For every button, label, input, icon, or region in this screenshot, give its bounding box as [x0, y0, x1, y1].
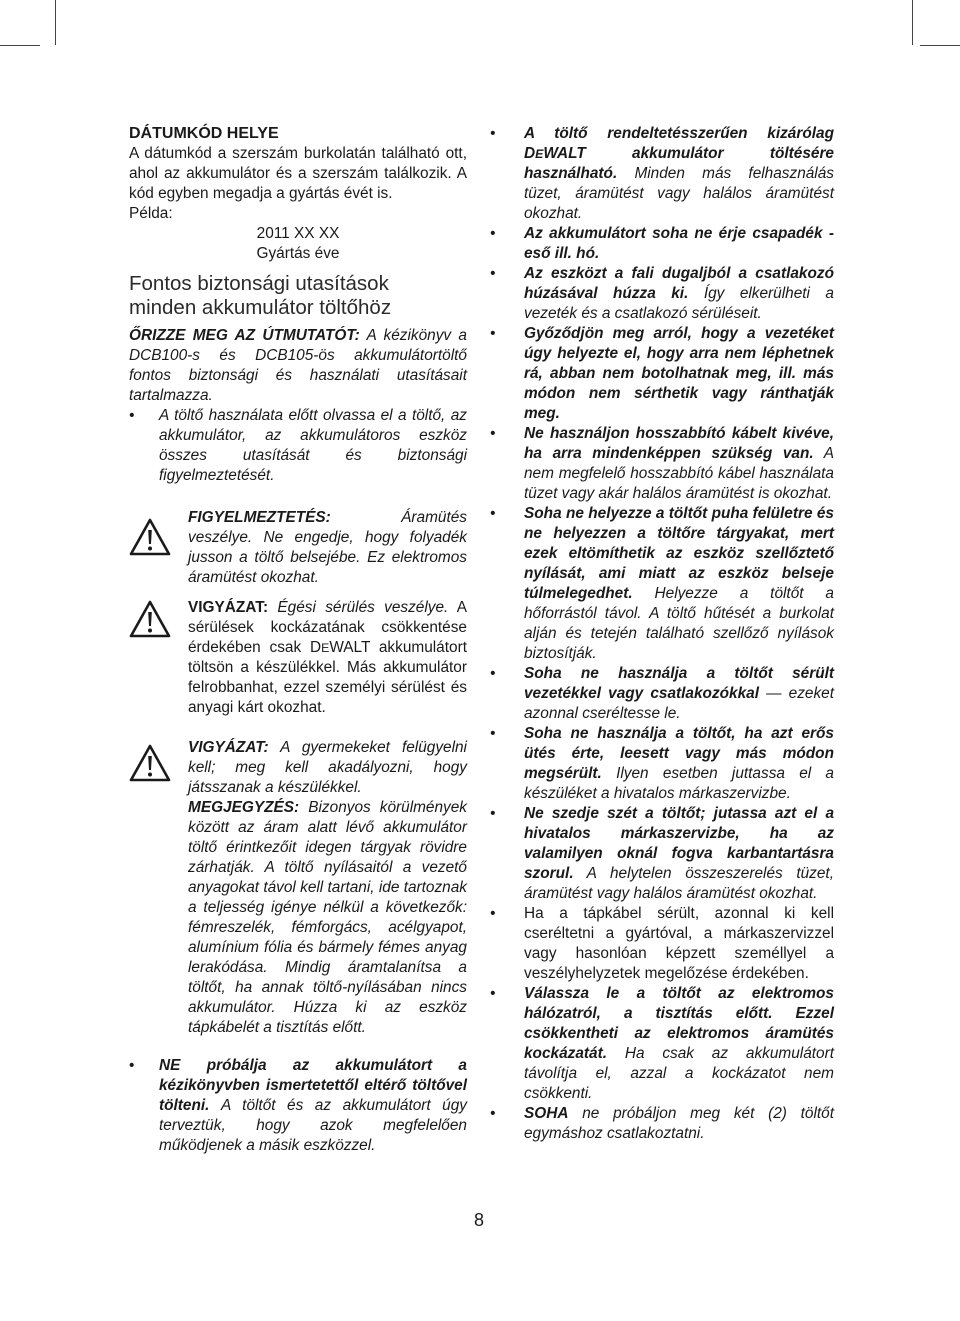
- bullet-dot: •: [490, 265, 496, 282]
- caution-text-b: WALT akkumulátort töltsön a készülékkel. Más akkumulátor felrobbanhat, ezzel személyi sérülést és anyagi kárt okozhat.: [188, 639, 467, 716]
- note-text: Bizonyos körülmények között az áram alatt lévő akkumulátor töltő érintkezőit idegen tárgyak rövidre zárhatják. A töltő nyílásaitól a vezető anyagokat távol kell tartani, ide tartoznak a teljesség igénye nélkül a következők: fémreszelék, fémforgács, acélgyapot, alumínium fólia és bármely fémes anyag lerakódása. Mindig áramtalanítsa a töltőt, ha annak töltő-nyílásában nincs akkumulátor. Húzza ki az eszköz tápkábelét a tisztítás előtt.: [188, 799, 467, 1036]
- right-bullet-bold: Soha ne használja a töltőt sérült vezetékkel vagy csatlakozókkal: [524, 665, 834, 702]
- brand-small-e: E: [321, 641, 330, 655]
- right-bullet: [490, 724, 834, 804]
- keep-manual-text: A kézikönyv a DCB100-s és DCB105-ös akkumulátortöltő fontos biztonsági és használati utasításait tartalmazza.: [129, 327, 467, 404]
- right-bullet: [490, 264, 834, 324]
- warning-burn: [129, 598, 467, 718]
- right-bullet-rest: Ha a tápkábel sérült, azonnal ki kell cseréltetni a gyártóval, a márkaszervizzel vagy hasonlóan képzett személlyel a veszélyhelyzetek megelőzése érdekében.: [524, 905, 834, 982]
- warning-triangle-icon: [129, 518, 171, 556]
- right-bullet-bold: SOHA: [524, 1105, 569, 1122]
- note-label: MEGJEGYZÉS:: [188, 799, 300, 816]
- right-bullet-bold: Ne használjon hosszabbító kábelt kivéve, ha arra mindenképpen szükség van.: [524, 425, 834, 462]
- safety-title: [129, 272, 467, 320]
- right-bullet-bold-2: WALT akkumulátor töltésére használható.: [524, 145, 834, 182]
- bullet-dot: •: [490, 905, 496, 922]
- bullet-dot: •: [490, 125, 496, 142]
- bullet-dot: •: [490, 225, 496, 242]
- crop-mark-tl-v: [55, 0, 56, 45]
- keep-manual-paragraph: [129, 326, 467, 406]
- right-bullet: [490, 504, 834, 664]
- right-bullet: [490, 1104, 834, 1144]
- bullet-dot: •: [490, 505, 496, 522]
- caution-text: A gyermekeket felügyelni kell; meg kell akadályozni, hogy játsszanak a készülékkel.: [188, 739, 467, 796]
- right-bullet-bold: Soha ne használja a töltőt, ha azt erős ütés érte, leesett vagy más módon megsérült.: [524, 725, 834, 782]
- note-paragraph: [188, 798, 467, 1038]
- right-bullet-bold: Az eszközt a fali dugaljból a csatlakozó húzásával húzza ki.: [524, 265, 834, 302]
- keep-manual-label: ŐRIZZE MEG AZ ÚTMUTATÓT:: [129, 327, 360, 344]
- right-bullet-bold: A töltő rendeltetésszerűen kizárólag D: [524, 125, 834, 162]
- right-bullet: [490, 224, 834, 264]
- other-charger-bold: NE próbálja az akkumulátort a kézikönyvben ismertetettől eltérő töltővel tölteni.: [159, 1057, 467, 1114]
- right-column: [490, 124, 834, 1144]
- right-bullet: [490, 904, 834, 984]
- bullet-dot: •: [129, 1057, 135, 1074]
- warning-electric-shock-text: [188, 508, 467, 588]
- crop-mark-tl-h: [0, 45, 40, 46]
- warning-label: FIGYELMEZTETÉS:: [188, 509, 331, 526]
- left-column: [129, 124, 467, 1156]
- page-number: 8: [474, 1210, 485, 1230]
- right-bullet-rest: A nem megfelelő hosszabbító kábel használata tüzet vagy akár halálos áramütést is okozhat.: [524, 445, 834, 502]
- bullet-dot: •: [490, 725, 496, 742]
- bullet-dot: •: [490, 425, 496, 442]
- warning-children-text: [188, 738, 467, 798]
- right-bullet: [490, 804, 834, 904]
- other-charger-text: [159, 1056, 467, 1156]
- right-bullet-rest: — ezeket azonnal cseréltesse le.: [524, 685, 835, 722]
- date-code-example-label: Példa:: [129, 205, 173, 222]
- caution-label: VIGYÁZAT:: [188, 739, 269, 756]
- date-code-example-code: 2011 XX XX: [256, 225, 340, 242]
- bullet-dot: •: [490, 665, 496, 682]
- bullet-dot: •: [490, 1105, 496, 1122]
- other-charger-rest: A töltőt és az akkumulátort úgy terveztük, hogy azok megfelelően működjenek a másik eszközzel.: [159, 1097, 467, 1154]
- warning-burn-text: [188, 598, 467, 718]
- date-code-heading: DÁTUMKÓD HELYE: [129, 125, 279, 142]
- caution-text-a: A sérülések kockázatának csökkentése érdekében csak D: [188, 599, 467, 656]
- warning-electric-shock: [129, 508, 467, 588]
- right-bullet-rest: ne próbáljon meg két (2) töltőt egymáshoz csatlakoztatni.: [524, 1105, 835, 1142]
- date-code-body: A dátumkód a szerszám burkolatán található ott, ahol az akkumulátor és a szerszám találkozik. A kód egyben megadja a gyártás évét is.: [129, 145, 467, 202]
- read-instructions-text: A töltő használata előtt olvassa el a töltő, az akkumulátor, az akkumulátoros eszköz összes utasítását és biztonsági figyelmeztetését.: [159, 407, 467, 484]
- caution-label: VIGYÁZAT:: [188, 599, 269, 616]
- other-charger-bullet: [129, 1056, 467, 1156]
- crop-mark-tr-v: [912, 0, 913, 45]
- right-bullet-rest: Ha csak az akkumulátort távolítja el, azzal a kockázatot nem csökkenti.: [524, 1045, 835, 1102]
- bullet-dot: •: [490, 805, 496, 822]
- right-bullet-bold: Az akkumulátort soha ne érje csapadék - eső ill. hó.: [524, 225, 834, 262]
- warning-triangle-icon: [129, 744, 171, 782]
- crop-mark-tr-h: [920, 45, 960, 46]
- right-bullet-rest: Ilyen esetben juttassa el a készüléket a hivatalos márkaszervizbe.: [524, 765, 834, 802]
- right-bullet: [490, 124, 834, 224]
- right-bullet-bold: Ne szedje szét a töltőt; jutassa azt el a hivatalos márkaszervizbe, ha az valamilyen oknál fogva karbantartásra szorul.: [524, 805, 834, 882]
- right-bullet: [490, 984, 834, 1104]
- right-bullet-bold: Soha ne helyezze a töltőt puha felületre és ne helyezzen a töltőre tárgyakat, mert ezek eltömíthetik az eszköz szellőztető nyílását, ami miatt az eszköz belseje túlmelegedhet.: [524, 505, 834, 602]
- right-bullet: [490, 664, 834, 724]
- right-bullet-rest: A helytelen összeszerelés tüzet, áramütést vagy halálos áramütést okozhat.: [524, 865, 834, 902]
- right-bullet: [490, 424, 834, 504]
- safety-title-line1: Fontos biztonsági utasítások: [129, 272, 389, 295]
- right-bullet: [490, 324, 834, 424]
- read-instructions-bullet: [129, 406, 467, 486]
- right-bullet-rest: Minden más felhasználás tüzet, áramütést vagy halálos áramütést okozhat.: [524, 165, 834, 222]
- safety-title-line2: minden akkumulátor töltőhöz: [129, 296, 392, 319]
- caution-italic-text: Égési sérülés veszélye.: [277, 599, 449, 616]
- date-code-example-caption: Gyártás éve: [256, 245, 340, 262]
- bullet-dot: •: [490, 325, 496, 342]
- right-bullet-rest: Így elkerülheti a vezeték és a csatlakozó sérüléseit.: [524, 285, 834, 322]
- warning-children: [129, 738, 467, 1038]
- right-bullet-rest: Helyezze a töltőt a hőforrástól távol. A töltő hűtését a burkolat alján és tetején található szellőző nyílások biztosítják.: [524, 585, 834, 662]
- bullet-dot: •: [129, 407, 135, 424]
- bullet-dot: •: [490, 985, 496, 1002]
- right-bullet-bold: Győződjön meg arról, hogy a vezetéket úgy helyezte el, hogy arra nem léphetnek rá, abban nem botolhatnak meg, ill. más módon nem sérthetik vagy ránthatják meg.: [524, 325, 834, 422]
- warning-text: Áramütés veszélye. Ne engedje, hogy folyadék jusson a töltő belsejébe. Ez elektromos áramütést okozhat.: [188, 509, 467, 586]
- right-bullet-bold: Válassza le a töltőt az elektromos hálózatról, a tisztítás előtt. Ezzel csökkentheti az elektromos áramütés kockázatát.: [524, 985, 834, 1062]
- brand-small-e: E: [535, 147, 544, 161]
- warning-triangle-icon: [129, 600, 171, 638]
